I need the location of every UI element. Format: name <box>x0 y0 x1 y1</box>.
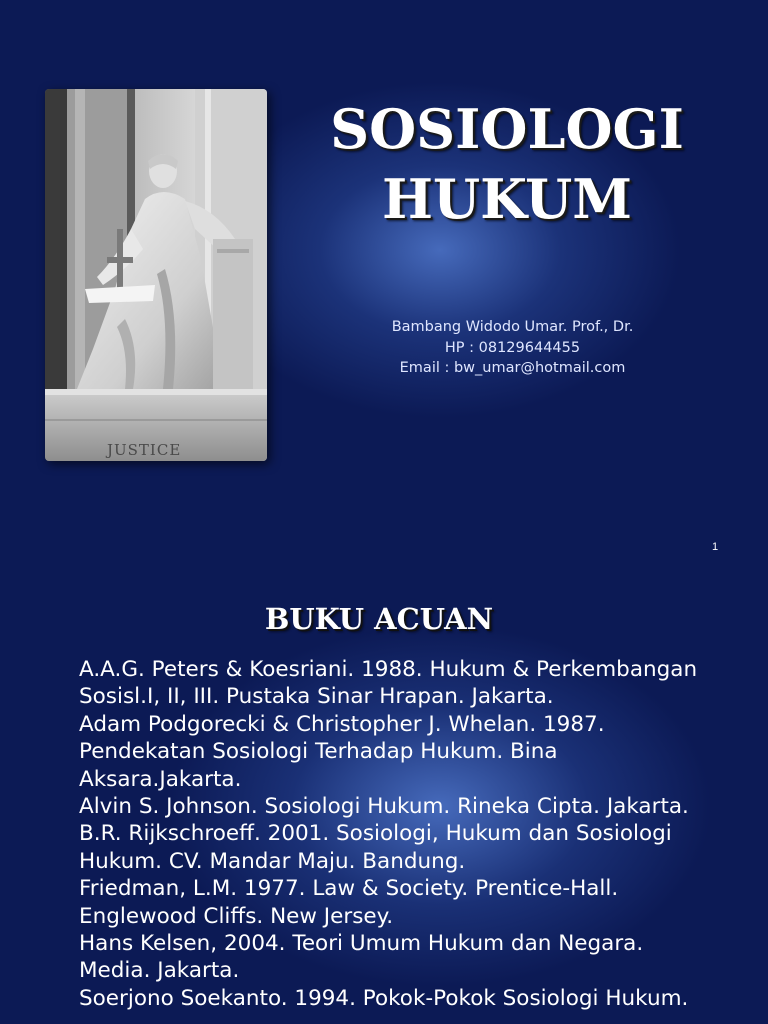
reference-line: Hans Kelsen, 2004. Teori Umum Hukum dan Negara. <box>79 931 644 957</box>
reference-line: Alvin S. Johnson. Sosiologi Hukum. Rineka Cipta. Jakarta. <box>79 794 689 820</box>
reference-list <box>79 656 759 1012</box>
references-slide <box>0 576 768 1024</box>
reference-line: Hukum. CV. Mandar Maju. Bandung. <box>79 848 466 874</box>
author-info <box>320 317 705 379</box>
photo-caption: JUSTICE <box>107 441 182 459</box>
references-heading: BUKU ACUAN <box>264 602 494 636</box>
reference-line: B.R. Rijkschroeff. 2001. Sosiologi, Hukum dan Sosiologi <box>79 821 672 847</box>
author-name: Bambang Widodo Umar. Prof., Dr. <box>391 319 634 335</box>
reference-line: Sosisl.I, II, III. Pustaka Sinar Hrapan. Jakarta. <box>79 684 554 710</box>
reference-line: Soerjono Soekanto. 1994. Pokok-Pokok Sosiologi Hukum. <box>79 985 689 1011</box>
reference-line: Pendekatan Sosiologi Terhadap Hukum. Bina <box>79 739 558 765</box>
reference-line: Friedman, L.M. 1977. Law & Society. Prentice-Hall. <box>79 876 619 902</box>
reference-line: A.A.G. Peters & Koesriani. 1988. Hukum & Perkembangan <box>79 657 698 682</box>
justice-statue-photo <box>45 89 267 461</box>
slide-title <box>300 94 714 234</box>
reference-line: Adam Podgorecki & Christopher J. Whelan. 1987. <box>79 711 605 737</box>
title-line-1: SOSIOLOGI <box>330 97 684 161</box>
reference-line: Englewood Cliffs. New Jersey. <box>79 903 394 929</box>
reference-line: Aksara.Jakarta. <box>79 766 242 792</box>
author-phone: HP : 08129644455 <box>444 339 581 356</box>
title-line-2: HUKUM <box>382 167 632 231</box>
author-email: Email : bw_umar@hotmail.com <box>399 360 626 376</box>
reference-line: Media. Jakarta. <box>79 958 240 984</box>
page-number: 1 <box>712 541 719 553</box>
